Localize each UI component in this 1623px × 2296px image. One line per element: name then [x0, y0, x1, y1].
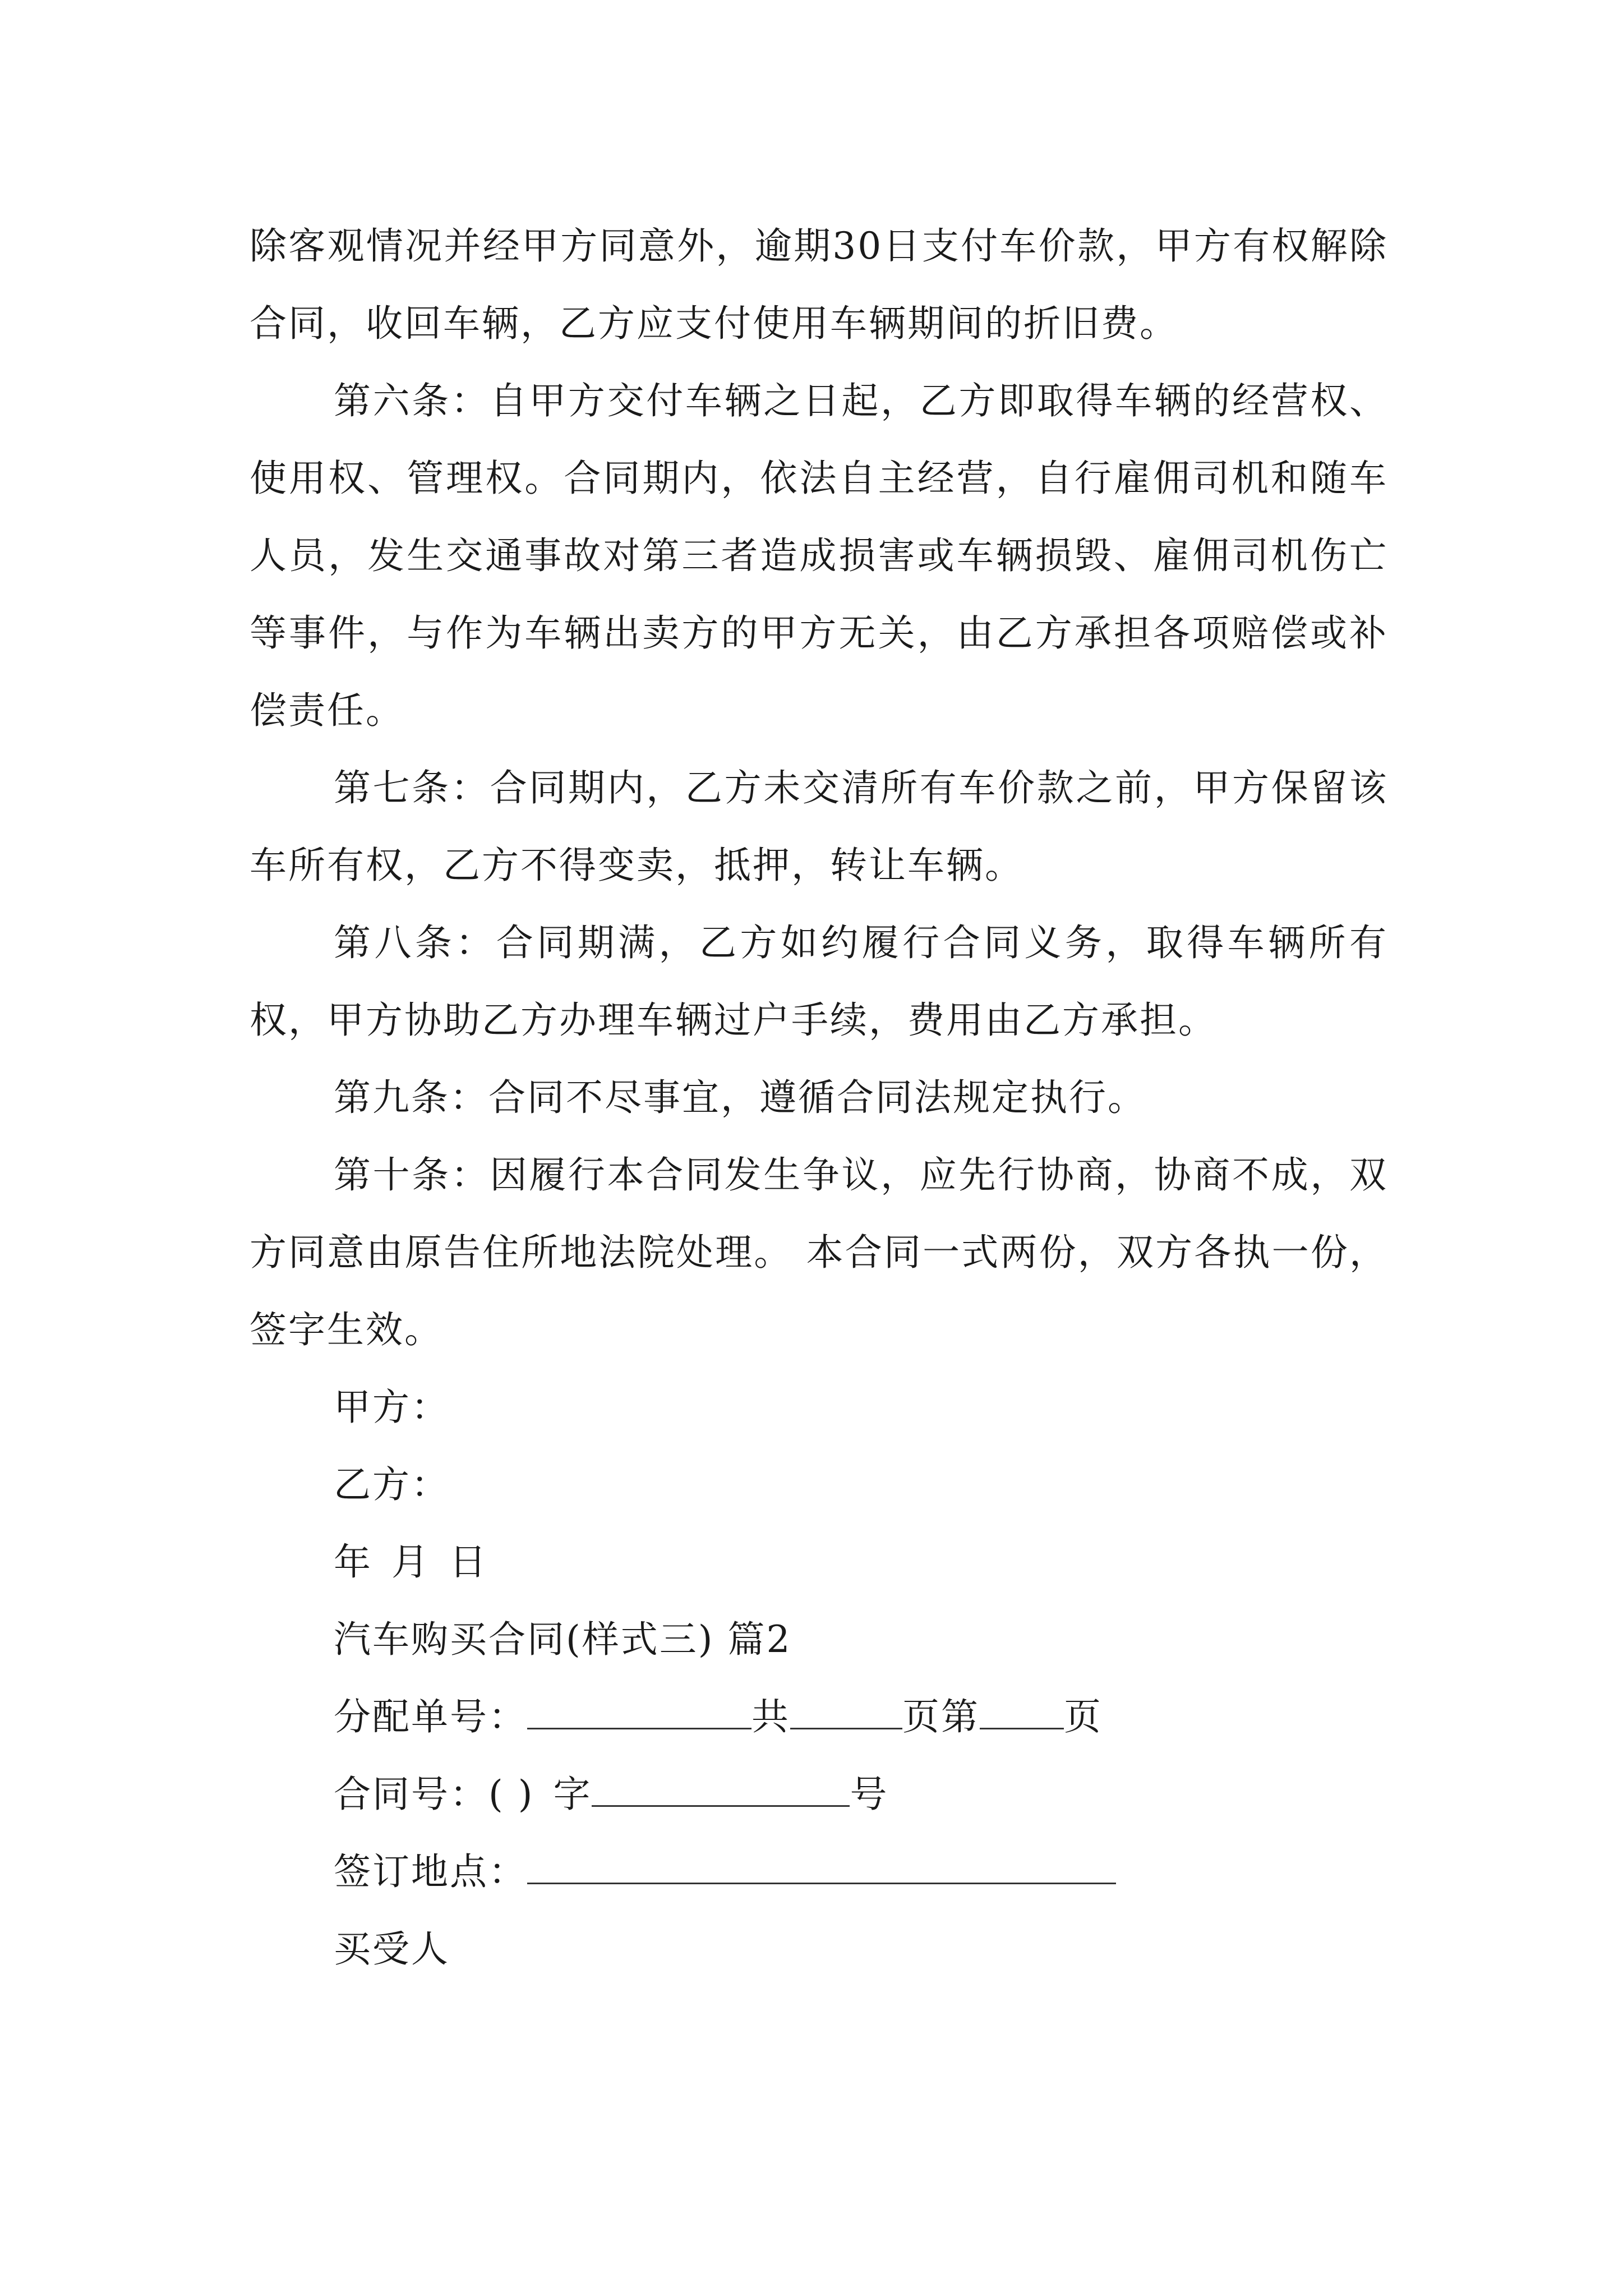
- zi-label: 字: [553, 1773, 592, 1816]
- page-number-label: 页第: [902, 1695, 980, 1738]
- date-month: 月: [391, 1540, 430, 1584]
- party-b-line: 乙方：: [334, 1463, 450, 1506]
- paragraph-article-7: 第七条：合同期内，乙方未交清所有车价款之前，甲方保留该车所有权，乙方不得变卖，抵押，转让车辆。: [250, 766, 1388, 887]
- section-title: 汽车购买合同(样式三) 篇2: [334, 1618, 792, 1661]
- page-number-blank: [980, 1694, 1064, 1729]
- paragraph-article-10: 第十条：因履行本合同发生争议，应先行协商，协商不成，双方同意由原告住所地法院处理。 本合同一式两份，双方各执一份，签字生效。: [250, 1153, 1388, 1351]
- allocation-number-blank: [527, 1694, 751, 1729]
- date-day: 日: [449, 1540, 488, 1584]
- allocation-number-line: [250, 1678, 1388, 1756]
- paragraph-article-9: 第九条：合同不尽事宜，遵循合同法规定执行。: [334, 1076, 1146, 1119]
- sign-place-line: [250, 1833, 1388, 1911]
- paragraph-article-8: 第八条：合同期满，乙方如约履行合同义务，取得车辆所有权，甲方协助乙方办理车辆过户手续，费用由乙方承担。: [250, 921, 1388, 1042]
- contract-number-line: [250, 1756, 1388, 1833]
- total-pages-label: 共: [751, 1695, 790, 1738]
- contract-number-label: 合同号：( ): [334, 1773, 534, 1816]
- total-pages-blank: [790, 1694, 902, 1729]
- sign-place-blank: [527, 1849, 1116, 1884]
- hao-label: 号: [850, 1773, 889, 1816]
- allocation-label: 分配单号：: [334, 1695, 527, 1738]
- contract-number-blank: [592, 1772, 850, 1807]
- date-year: 年: [334, 1540, 372, 1584]
- date-line: [250, 1524, 1388, 1601]
- buyer-line: 买受人: [334, 1927, 450, 1971]
- contract-body: [250, 208, 1388, 1988]
- party-a-line: 甲方：: [334, 1386, 450, 1429]
- sign-place-label: 签订地点：: [334, 1850, 527, 1893]
- paragraph-late-payment: 除客观情况并经甲方同意外，逾期30日支付车价款，甲方有权解除合同，收回车辆，乙方应支付使用车辆期间的折旧费。: [250, 224, 1388, 345]
- page-suffix: 页: [1064, 1695, 1103, 1738]
- paragraph-article-6: 第六条：自甲方交付车辆之日起，乙方即取得车辆的经营权、使用权、管理权。合同期内，依法自主经营，自行雇佣司机和随车人员，发生交通事故对第三者造成损害或车辆损毁、雇佣司机伤亡等事件，与作为车辆出卖方的甲方无关，由乙方承担各项赔偿或补偿责任。: [250, 379, 1388, 732]
